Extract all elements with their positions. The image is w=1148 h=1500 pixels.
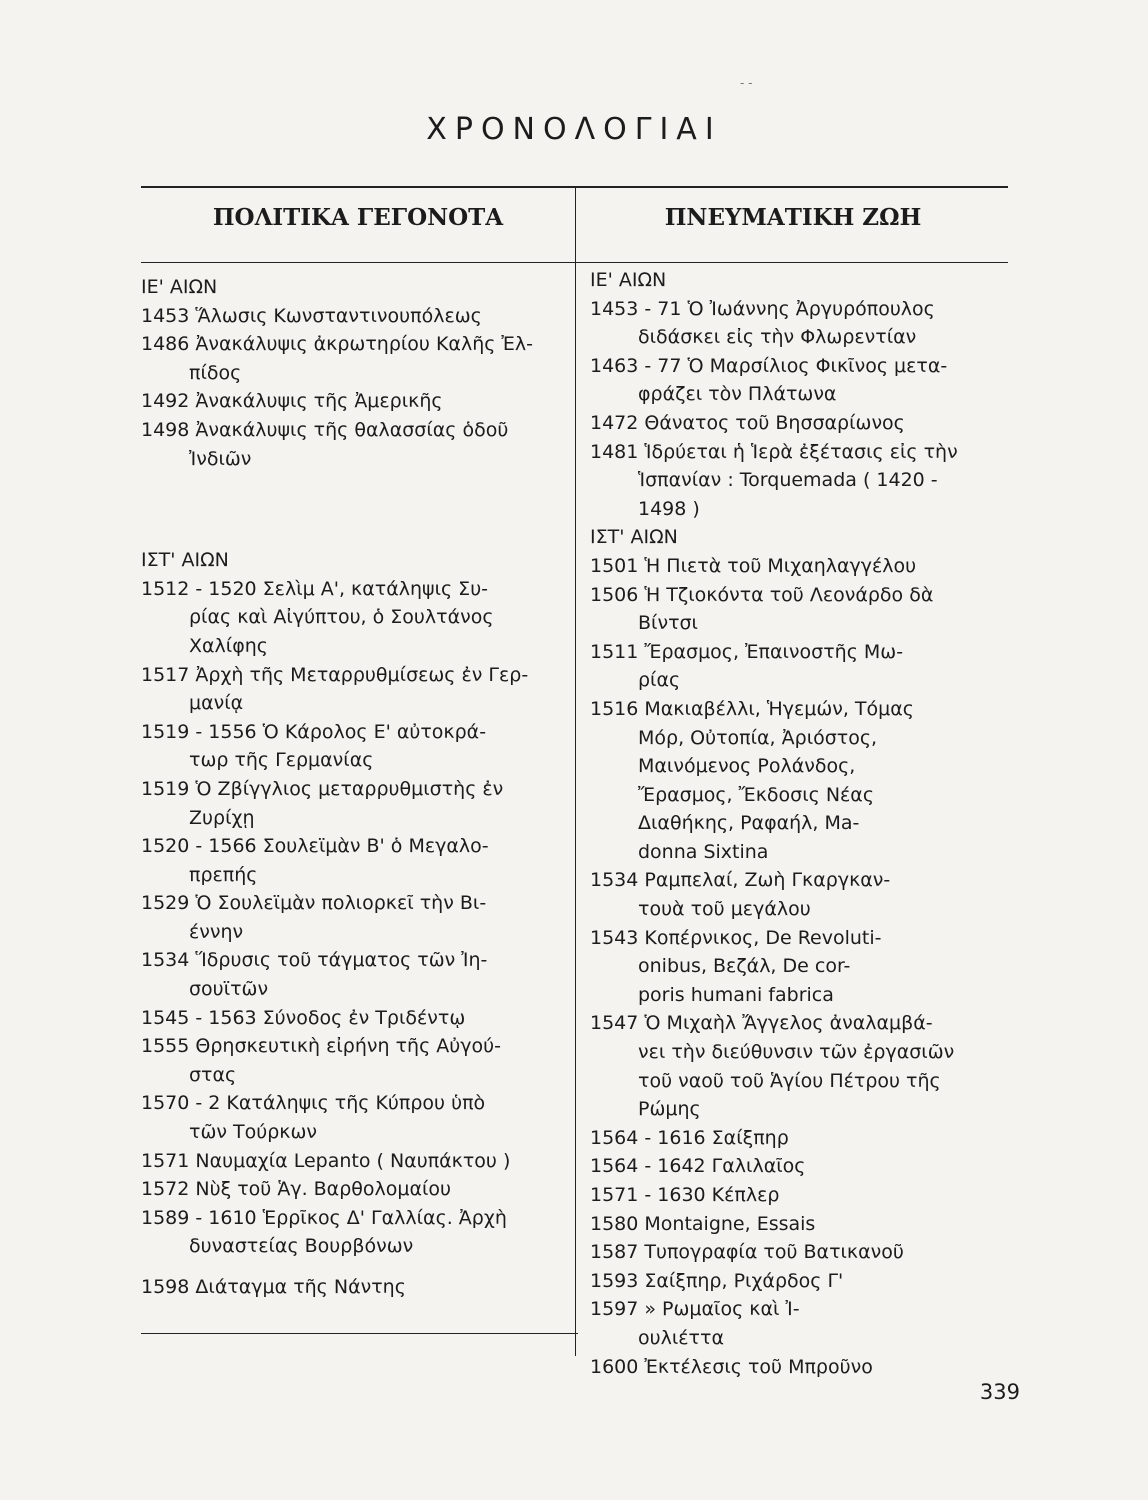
bottom-rule (141, 1333, 578, 1334)
entry-continuation: μανίᾳ (189, 692, 244, 715)
entry-line: 1506 Ἡ Τζιοκόντα τοῦ Λεονάρδο δὰ (590, 583, 934, 606)
entry-continuation: έννην (189, 920, 244, 943)
entry-continuation: ρίας καὶ Αἰγύπτου, ὁ Σουλτάνος (189, 606, 494, 629)
entry-continuation: τουὰ τοῦ μεγάλου (638, 898, 811, 921)
entry-line: 1519 Ὁ Ζβίγγλιος μεταρρυθμιστὴς ἐν (141, 777, 504, 800)
entry-continuation: πρεπής (189, 863, 258, 886)
entry-continuation: Ἰνδιῶν (189, 447, 252, 470)
entry-continuation: Ζυρίχῃ (189, 806, 255, 829)
entry-continuation: διδάσκει εἰς τὴν Φλωρεντίαν (638, 326, 917, 349)
entry-continuation: Χαλίφης (189, 634, 268, 657)
century-heading: ΙΕ' ΑΙΩΝ (590, 269, 667, 291)
entry-continuation: σουϊτῶν (189, 978, 269, 1001)
entry-line: 1519 - 1556 Ὁ Κάρολος Ε' αὐτοκρά- (141, 720, 487, 743)
entry-line: 1453 - 71 Ὁ Ἰωάννης Ἀργυρόπουλος (590, 297, 935, 320)
left-column (141, 273, 569, 1302)
entry-line: 1597 » Ρωμαῖος καὶ Ἰ- (590, 1298, 800, 1321)
entry-line: 1593 Σαίξπηρ, Ριχάρδος Γ' (590, 1269, 844, 1292)
entry-line: 1498 Ἀνακάλυψις τῆς θαλασσίας ὁδοῦ (141, 418, 509, 441)
entry-line: 1547 Ὁ Μιχαὴλ Ἄγγελος ἀναλαμβά- (590, 1012, 933, 1035)
entry-line: 1545 - 1563 Σύνοδος ἐν Τριδέντῳ (141, 1006, 466, 1029)
entry-line: 1543 Κοπέρνικος, De Revoluti- (590, 926, 882, 949)
century-heading: ΙΣΤ' ΑΙΩΝ (590, 526, 678, 549)
entry-line: 1564 - 1642 Γαλιλαῖος (590, 1155, 806, 1178)
entry-continuation: 1498 ) (638, 497, 700, 520)
entry-continuation: τοῦ ναοῦ τοῦ Ἁγίου Πέτρου τῆς (638, 1069, 941, 1092)
entry-line: 1453 Ἅλωσις Κωνσταντινουπόλεως (141, 304, 482, 327)
entry-continuation: Ἱσπανίαν : Torquemada ( 1420 - (638, 469, 938, 492)
entry-line: 1555 Θρησκευτικὴ εἰρήνη τῆς Αὐγού- (141, 1035, 501, 1058)
entry-line: 1534 Ἵδρυσις τοῦ τάγματος τῶν Ἰη- (141, 949, 488, 972)
entry-continuation: Μαινόμενος Ρολάνδος, (638, 755, 856, 778)
entry-line: 1600 Ἐκτέλεσις τοῦ Μπροῦνο (590, 1355, 873, 1378)
column-divider (575, 186, 576, 1356)
corner-mark: - - (740, 76, 753, 90)
entry-line: 1511 Ἔρασμος, Ἐπαινοστῆς Μω- (590, 640, 904, 663)
entry-continuation: Μόρ, Οὐτοπία, Ἀριόστος, (638, 726, 878, 749)
entry-line: 1571 - 1630 Κέπλερ (590, 1184, 780, 1206)
entry-line: 1512 - 1520 Σελὶμ Α', κατάληψις Συ- (141, 577, 489, 600)
right-column-heading: ΠΝΕΥΜΑΤΙΚΗ ΖΩΗ (664, 204, 922, 231)
entry-continuation: Ἔρασμος, Ἔκδοσις Νέας (638, 783, 874, 806)
entry-continuation: δυναστείας Βουρβόνων (189, 1235, 414, 1258)
century-heading: ΙΕ' ΑΙΩΝ (141, 276, 218, 298)
entry-continuation: Ρώμης (638, 1098, 701, 1121)
entry-continuation: Βίντσι (638, 612, 698, 635)
page-title: ΧΡΟΝΟΛΟΓΙΑΙ (426, 112, 722, 147)
entry-continuation: poris humani fabrica (638, 983, 834, 1006)
entry-line: 1587 Τυπογραφία τοῦ Βατικανοῦ (590, 1241, 904, 1264)
entry-line: 1598 Διάταγμα τῆς Νάντης (141, 1276, 406, 1298)
entry-continuation: ουλιέττα (638, 1326, 724, 1349)
entry-continuation: τωρ τῆς Γερμανίας (189, 749, 374, 772)
entry-line: 1516 Μακιαβέλλι, Ἡγεμών, Τόμας (590, 697, 914, 720)
entry-line: 1571 Ναυμαχία Lepanto ( Ναυπάκτου ) (141, 1149, 511, 1172)
entry-line: 1589 - 1610 Ἑρρῖκος Δ' Γαλλίας. Ἀρχὴ (141, 1206, 507, 1229)
century-heading: ΙΣΤ' ΑΙΩΝ (141, 549, 229, 572)
entry-line: 1463 - 77 Ὁ Μαρσίλιος Φικῖνος μετα- (590, 354, 948, 377)
page-number: 339 (979, 1380, 1020, 1404)
entry-continuation: onibus, Βεζάλ, De cor- (638, 955, 851, 978)
entry-line: 1580 Montaigne, Essais (590, 1212, 816, 1235)
entry-continuation: στας (189, 1063, 237, 1086)
entry-line: 1570 - 2 Κατάληψις τῆς Κύπρου ὑπὸ (141, 1092, 486, 1115)
right-column (590, 266, 1015, 1381)
entry-line: 1472 Θάνατος τοῦ Βησσαρίωνος (590, 411, 905, 434)
entry-continuation: νει τὴν διεύθυνσιν τῶν ἐργασιῶν (638, 1041, 955, 1064)
entry-continuation: ρίας (638, 669, 681, 692)
header-rule (141, 262, 1008, 263)
entry-line: 1572 Νὺξ τοῦ Ἁγ. Βαρθολομαίου (141, 1178, 452, 1201)
entry-line: 1492 Ἀνακάλυψις τῆς Ἀμερικῆς (141, 390, 443, 413)
entry-continuation: φράζει τὸν Πλάτωνα (638, 383, 837, 406)
entry-line: 1520 - 1566 Σουλεϊμὰν Β' ὁ Μεγαλο- (141, 835, 489, 858)
entry-line: 1486 Ἀνακάλυψις ἀκρωτηρίου Καλῆς Ἐλ- (141, 333, 534, 356)
entry-continuation: Διαθήκης, Ραφαήλ, Ma- (638, 812, 860, 835)
entry-line: 1517 Ἀρχὴ τῆς Μεταρρυθμίσεως ἐν Γερ- (141, 663, 529, 686)
left-column-heading: ΠΟΛΙΤΙΚΑ ΓΕΓΟΝΟΤΑ (212, 204, 504, 231)
entry-line: 1481 Ἱδρύεται ἡ Ἱερὰ ἐξέτασις εἰς τὴν (590, 440, 958, 463)
entry-continuation: τῶν Τούρκων (189, 1121, 318, 1144)
entry-continuation: donna Sixtina (638, 840, 769, 863)
entry-line: 1501 Ἡ Πιετὰ τοῦ Μιχαηλαγγέλου (590, 554, 917, 577)
entry-line: 1529 Ὁ Σουλεϊμὰν πολιορκεῖ τὴν Βι- (141, 892, 487, 915)
entry-continuation: πίδος (189, 361, 242, 384)
entry-line: 1564 - 1616 Σαίξπηρ (590, 1126, 789, 1149)
entry-line: 1534 Ραμπελαί, Ζωὴ Γκαργκαν- (590, 869, 891, 892)
